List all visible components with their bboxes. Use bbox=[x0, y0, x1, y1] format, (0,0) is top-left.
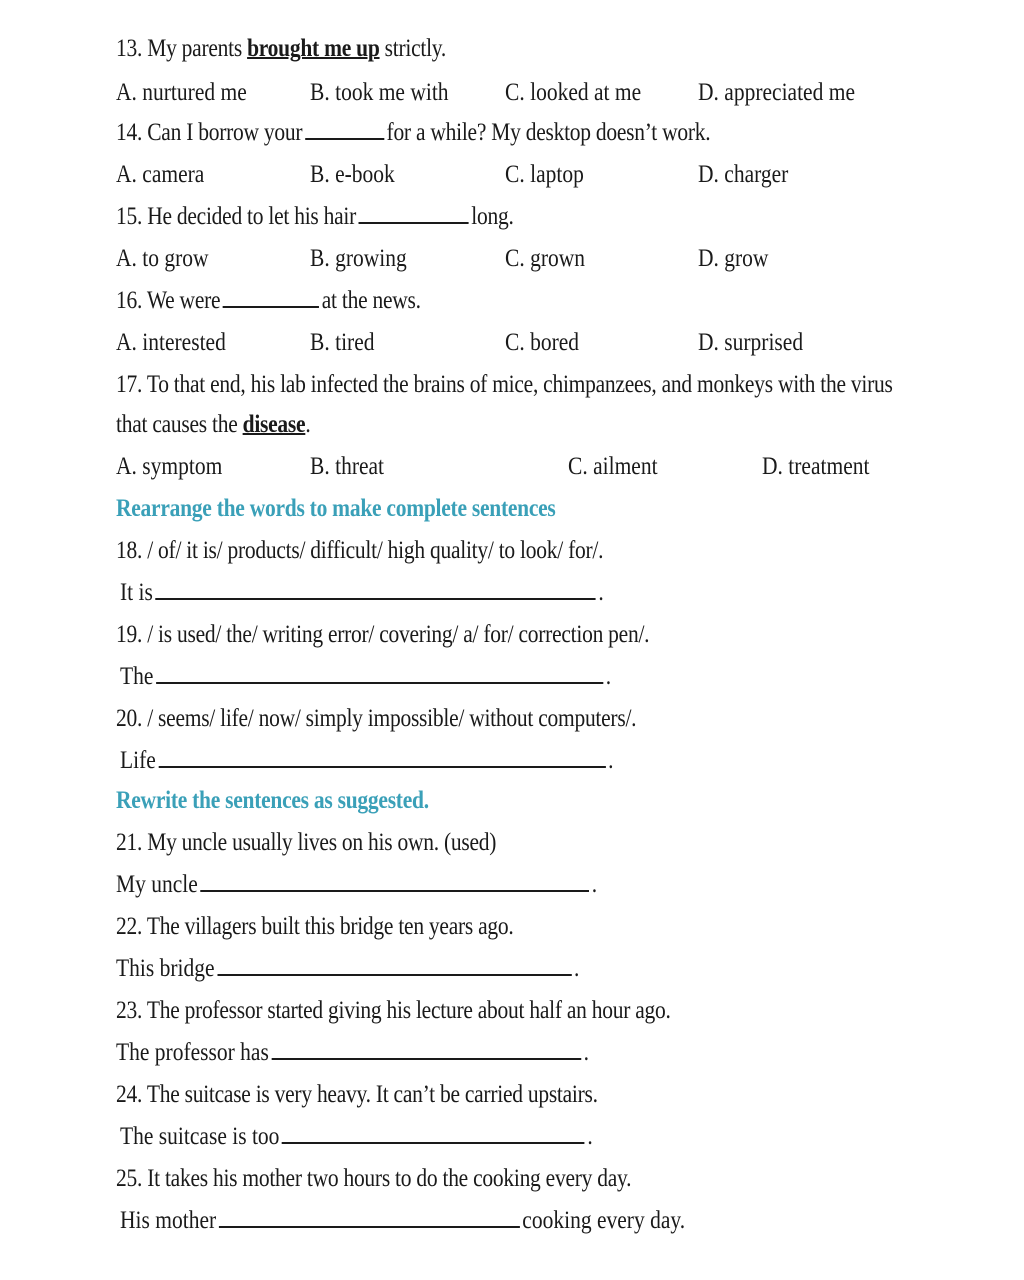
question-21: 21. My uncle usually lives on his own. (used) bbox=[116, 829, 497, 856]
question-17-suffix: . bbox=[305, 411, 311, 438]
question-24: 24. The suitcase is very heavy. It can’t be carried upstairs. bbox=[116, 1081, 598, 1108]
question-20: 20. / seems/ life/ now/ simply impossible/ without computers/. bbox=[116, 705, 637, 732]
question-15-suffix: long. bbox=[471, 203, 514, 230]
q17-option-d[interactable]: D. treatment bbox=[762, 453, 870, 480]
question-14-suffix: for a while? My desktop doesn’t work. bbox=[386, 119, 711, 146]
question-13-suffix: strictly. bbox=[379, 35, 447, 62]
q14-option-b[interactable]: B. e-book bbox=[310, 161, 395, 188]
answer-line-25 bbox=[120, 1206, 685, 1236]
question-16-prefix: 16. We were bbox=[116, 287, 221, 314]
question-15-prefix: 15. He decided to let his hair bbox=[116, 203, 357, 230]
q15-option-c[interactable]: C. grown bbox=[505, 245, 586, 272]
q15-option-b[interactable]: B. growing bbox=[310, 245, 407, 272]
question-14-prefix: 14. Can I borrow your bbox=[116, 119, 303, 146]
question-14 bbox=[116, 118, 710, 148]
answer-blank[interactable] bbox=[155, 578, 595, 600]
question-17-line-2 bbox=[116, 410, 310, 440]
answer-blank[interactable] bbox=[217, 954, 571, 976]
answer-start: It is bbox=[120, 579, 153, 606]
q13-option-a[interactable]: A. nurtured me bbox=[116, 79, 247, 106]
question-17-underlined: disease bbox=[242, 411, 306, 438]
answer-line-19 bbox=[120, 662, 611, 692]
question-23: 23. The professor started giving his lecture about half an hour ago. bbox=[116, 997, 671, 1024]
q15-option-a[interactable]: A. to grow bbox=[116, 245, 209, 272]
section-heading-rearrange: Rearrange the words to make complete sentences bbox=[116, 495, 556, 522]
question-15 bbox=[116, 202, 514, 232]
question-13 bbox=[116, 34, 446, 64]
question-25: 25. It takes his mother two hours to do the cooking every day. bbox=[116, 1165, 632, 1192]
answer-blank[interactable] bbox=[359, 202, 469, 224]
section-heading-rewrite: Rewrite the sentences as suggested. bbox=[116, 787, 429, 814]
q14-option-d[interactable]: D. charger bbox=[698, 161, 789, 188]
q13-option-c[interactable]: C. looked at me bbox=[505, 79, 642, 106]
q17-option-b[interactable]: B. threat bbox=[310, 453, 385, 480]
answer-line-22 bbox=[116, 954, 579, 984]
q15-option-d[interactable]: D. grow bbox=[698, 245, 769, 272]
question-16-suffix: at the news. bbox=[321, 287, 421, 314]
q16-option-b[interactable]: B. tired bbox=[310, 329, 375, 356]
answer-start: His mother bbox=[120, 1207, 217, 1234]
q17-option-a[interactable]: A. symptom bbox=[116, 453, 223, 480]
answer-start: The professor has bbox=[116, 1039, 269, 1066]
answer-end: . bbox=[598, 579, 604, 606]
answer-end: . bbox=[574, 955, 580, 982]
question-17-prefix: that causes the bbox=[116, 411, 243, 438]
answer-line-18 bbox=[120, 578, 604, 608]
question-16 bbox=[116, 286, 421, 316]
question-13-prefix: 13. My parents bbox=[116, 35, 248, 62]
q17-option-c[interactable]: C. ailment bbox=[568, 453, 658, 480]
answer-line-21 bbox=[116, 870, 597, 900]
answer-blank[interactable] bbox=[282, 1122, 585, 1144]
answer-start: The bbox=[120, 663, 154, 690]
q13-option-b[interactable]: B. took me with bbox=[310, 79, 449, 106]
answer-end: . bbox=[605, 663, 612, 690]
answer-start: The suitcase is too bbox=[120, 1123, 280, 1150]
answer-blank[interactable] bbox=[305, 118, 384, 140]
q14-option-a[interactable]: A. camera bbox=[116, 161, 205, 188]
answer-end: cooking every day. bbox=[522, 1207, 686, 1234]
answer-end: . bbox=[587, 1123, 593, 1150]
question-22: 22. The villagers built this bridge ten years ago. bbox=[116, 913, 514, 940]
q13-option-d[interactable]: D. appreciated me bbox=[698, 79, 855, 106]
answer-start: This bridge bbox=[116, 955, 215, 982]
answer-line-20 bbox=[120, 746, 614, 776]
answer-blank[interactable] bbox=[271, 1038, 581, 1060]
answer-blank[interactable] bbox=[223, 286, 319, 308]
answer-blank[interactable] bbox=[200, 870, 589, 892]
answer-end: . bbox=[608, 747, 614, 774]
answer-end: . bbox=[583, 1039, 589, 1066]
q16-option-a[interactable]: A. interested bbox=[116, 329, 226, 356]
question-17-line-1: 17. To that end, his lab infected the brains of mice, chimpanzees, and monkeys with the virus bbox=[116, 371, 893, 398]
answer-start: My uncle bbox=[116, 871, 198, 898]
answer-line-23 bbox=[116, 1038, 589, 1068]
answer-blank[interactable] bbox=[158, 746, 605, 768]
question-13-underlined: brought me up bbox=[247, 35, 380, 62]
q16-option-d[interactable]: D. surprised bbox=[698, 329, 804, 356]
question-18: 18. / of/ it is/ products/ difficult/ high quality/ to look/ for/. bbox=[116, 537, 604, 564]
answer-end: . bbox=[591, 871, 598, 898]
question-19: 19. / is used/ the/ writing error/ covering/ a/ for/ correction pen/. bbox=[116, 621, 650, 648]
q16-option-c[interactable]: C. bored bbox=[505, 329, 580, 356]
answer-blank[interactable] bbox=[156, 662, 603, 684]
answer-blank[interactable] bbox=[219, 1206, 520, 1228]
answer-line-24 bbox=[120, 1122, 593, 1152]
q14-option-c[interactable]: C. laptop bbox=[505, 161, 584, 188]
answer-start: Life bbox=[120, 747, 156, 774]
